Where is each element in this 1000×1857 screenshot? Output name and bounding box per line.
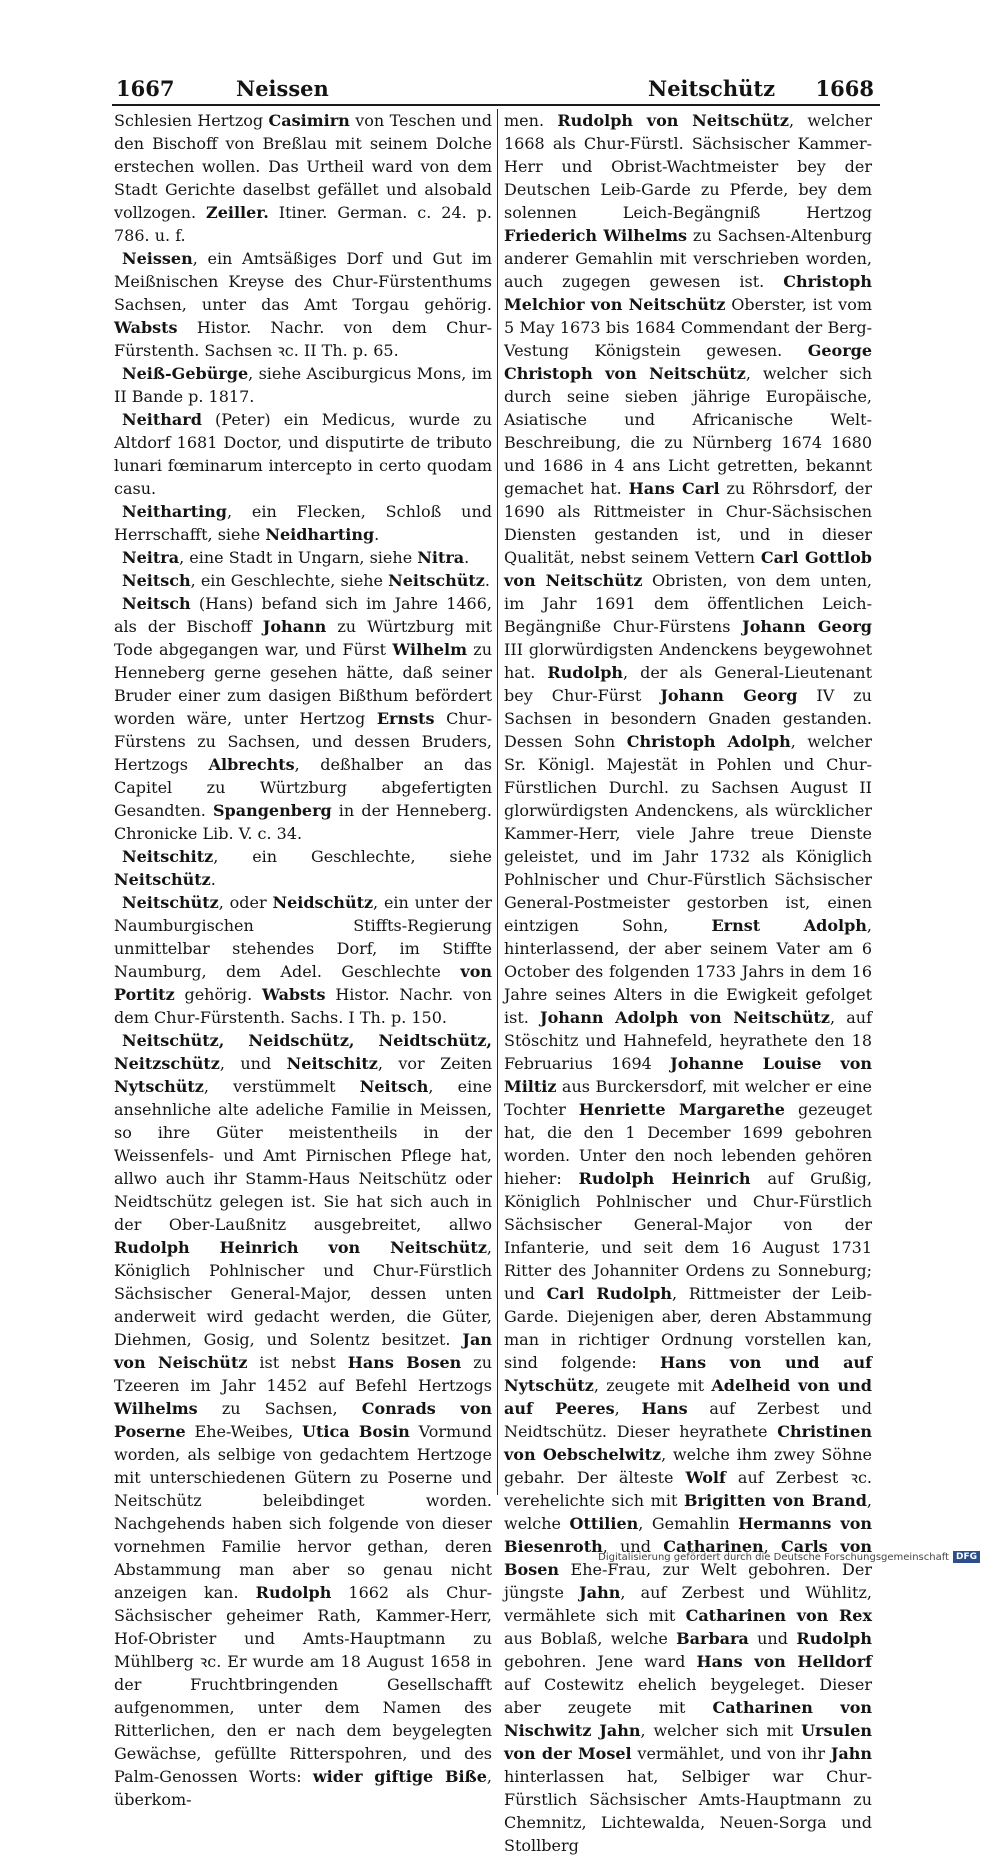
text-run: . [210, 870, 216, 889]
text-run: , welcher sich durch seine sieben jährige Europäische, Asiatische und Africanische Welt-Beschreibung, die zu Nürnberg 1674 1680 und 1686 in 4 ans Licht getretten, bekannt gemachet hat. [504, 364, 872, 498]
emphasized-name: von Portitz [114, 962, 492, 1004]
text-run: Ehe-Frau, zur Welt gebohren. Der jüngste [504, 1560, 872, 1602]
text-paragraph [114, 592, 492, 845]
emphasized-name: Johann Adolph von Neitschütz [540, 1008, 830, 1027]
emphasized-name: Neitra [122, 548, 180, 567]
emphasized-name: Wilhelms [114, 1399, 198, 1418]
text-run: Itiner. German. c. 24. p. 786. u. f. [114, 203, 492, 245]
text-paragraph [114, 500, 492, 546]
text-run: gebohren. Jene ward [504, 1652, 697, 1671]
text-paragraph [114, 247, 492, 362]
emphasized-name: Hans Bosen [347, 1353, 462, 1372]
text-run: , eine Stadt in Ungarn, siehe [179, 548, 418, 567]
emphasized-name: Friederich Wilhelms [504, 226, 688, 245]
emphasized-name: Rudolph [255, 1583, 332, 1602]
text-paragraph [114, 546, 492, 569]
text-run: III glorwürdigsten Andenckens beygewohnet hat. [504, 640, 872, 682]
text-run: Ehe-Weibes, [185, 1422, 303, 1441]
text-run: Histor. Nachr. von dem Chur-Fürstenth. Sachs. I Th. p. 150. [114, 985, 492, 1027]
emphasized-name: Neitschütz, Neidschütz, Neidtschütz, Neitzschütz [114, 1031, 492, 1073]
emphasized-name: Neitschütz [114, 870, 211, 889]
text-run: , und [219, 1054, 287, 1073]
text-run: . [464, 548, 470, 567]
text-run: auf Zerbest ꝛc. verehelichte sich mit [504, 1468, 872, 1510]
right-catchword: Neitschütz [648, 76, 776, 101]
emphasized-name: Neitsch [122, 571, 191, 590]
text-run: aus Boblaß, welche [504, 1629, 677, 1648]
emphasized-name: Christoph Melchior von Neitschütz [504, 272, 872, 314]
text-run: gezeuget hat, die den 1 December 1699 gebohren worden. Unter den noch lebenden gehören hieher: [504, 1100, 872, 1188]
emphasized-name: Wabsts [261, 985, 326, 1004]
emphasized-name: Johann Georg [742, 617, 872, 636]
text-run: , welcher Sr. Königl. Majestät in Pohlen und Chur-Fürstlichen Durchl. zu Sachsen August II glorwürdigsten Andenckens, als würcklicher Kammer-Herr, viele Jahre treue Dienste geleistet, und im Jahr 1732 als Königlich Pohlnischer und Chur-Fürstlich Sächsischer General-Postmeister gestorben ist, einen eintzigen Sohn, [504, 732, 872, 935]
emphasized-name: Neitschitz [122, 847, 214, 866]
emphasized-name: Jahn [599, 1721, 641, 1740]
emphasized-name: Nitra [417, 548, 465, 567]
text-run: vermählet, und von ihr [631, 1744, 831, 1763]
digitization-footer [598, 1550, 980, 1564]
emphasized-name: Neidschütz [272, 893, 374, 912]
text-run: , [763, 1537, 782, 1556]
text-paragraph [504, 109, 872, 1857]
emphasized-name: Jahn [579, 1583, 621, 1602]
emphasized-name: Carls von Bosen [504, 1537, 873, 1579]
text-run: zu Sachsen, [197, 1399, 362, 1418]
emphasized-name: Jan von Neischütz [114, 1330, 492, 1372]
dfg-logo: DFG [953, 1551, 980, 1563]
text-paragraph [114, 362, 492, 408]
emphasized-name: Christinen von Oebschelwitz [504, 1422, 872, 1464]
text-run: , welcher 1668 als Chur-Fürstl. Sächsischer Kammer-Herr und Obrist-Wachtmeister bey der Deutschen Leib-Garde zu Pferde, bey dem solennen Leich-Begängniß Hertzog [504, 111, 872, 222]
emphasized-name: Catharinen von Nischwitz [504, 1698, 872, 1740]
text-run: , oder [218, 893, 273, 912]
text-run: , [614, 1399, 642, 1418]
text-run: 1662 als Chur-Sächsischer geheimer Rath, Kammer-Herr, Hof-Obrister und Amts-Hauptmann zu Mühlberg ꝛc. Er wurde am 18 August 1658 in der Fruchtbringenden Gesellschafft aufgenommen, unter dem Namen des Ritterlichen, den er nach dem beygelegten Gewächse, gefüllte Ritterspohren, und des Palm-Genossen Worts: [114, 1583, 493, 1786]
text-run: zu Tzeeren im Jahr 1452 auf Befehl Hertzogs [114, 1353, 493, 1395]
emphasized-name: Neidharting [265, 525, 375, 544]
text-run: , zeugete mit [593, 1376, 712, 1395]
emphasized-name: Utica Bosin [302, 1422, 410, 1441]
text-run: auf Grußig, Königlich Pohlnischer und Chur-Fürstlich Sächsischer General-Major von der Infanterie, und seit dem 16 August 1731 Ritter des Johanniter Ordens zu Sonneburg; und [504, 1169, 872, 1303]
text-run: , ein Geschlechte, siehe [213, 847, 492, 866]
text-run: Oberster, ist vom 5 May 1673 bis 1684 Commendant der Berg-Vestung Königstein gewesen. [504, 295, 873, 360]
emphasized-name: Hans Carl [628, 479, 720, 498]
text-paragraph [114, 408, 492, 500]
footer-credit: Digitalisierung gefördert durch die Deutsche Forschungsgemeinschaft [598, 1551, 949, 1563]
emphasized-name: Ernsts [376, 709, 435, 728]
left-page-number: 1667 [116, 76, 175, 101]
text-run: , ein Amtsäßiges Dorf und Gut im Meißnischen Kreyse des Chur-Fürstenthums Sachsen, unter das Amt Torgau gehörig. [114, 249, 492, 314]
text-run: Obristen, von dem unten, im Jahr 1691 dem öffentlichen Leich-Begängniße Chur-Fürstens [504, 571, 872, 636]
text-run: (Peter) ein Medicus, wurde zu Altdorf 1681 Doctor, und disputirte de tributo lunari fœminarum intercepto in certo quodam casu. [114, 410, 492, 498]
text-run: auf Zerbest und Neidtschütz. Dieser heyrathete [504, 1399, 872, 1441]
text-run: men. [504, 111, 558, 130]
text-run: Schlesien Hertzog [114, 111, 269, 130]
emphasized-name: Neitschütz [122, 893, 219, 912]
emphasized-name: Wolf [685, 1468, 726, 1487]
emphasized-name: Wabsts [114, 318, 178, 337]
text-run: , ein unter der Naumburgischen Stiffts-Regierung unmittelbar stehendes Dorf, im Stiffte Naumburg, dem Adel. Geschlechte [114, 893, 492, 981]
emphasized-name: Neitschitz [286, 1054, 378, 1073]
text-run: auf Costewitz ehelich beygeleget. Dieser aber zeugete mit [504, 1675, 872, 1717]
emphasized-name: Nytschütz [114, 1077, 204, 1096]
emphasized-name: Hermanns von Biesenroth [504, 1514, 872, 1556]
emphasized-name: Johanne Louise von Miltiz [504, 1054, 872, 1096]
text-run: Vormund worden, als selbige von gedachtem Hertzoge mit unterschiedenen Gütern zu Poserne und Neitschütz beleibdinget worden. Nachgehends haben sich folgende von dieser vornehmen Familie hervor gethan, deren Abstammung man aber so genau nicht anzeigen kan. [114, 1422, 492, 1602]
emphasized-name: Hans von Helldorf [696, 1652, 873, 1671]
text-run: IV zu Sachsen in besondern Gnaden gestanden. Dessen Sohn [504, 686, 872, 751]
text-run: , eine ansehnliche alte adeliche Familie in Meissen, so ihre Güter meistentheils in der Weissenfels- und Amt Pirnischen Pflege hat, allwo auch ihr Stamm-Haus Neitschütz oder Neidtschütz gelegen ist. Sie hat sich auch in der Ober-Laußnitz ausgebreitet, allwo [114, 1077, 492, 1234]
column-divider [497, 109, 498, 1495]
text-run: zu Röhrsdorf, der 1690 als Rittmeister in Chur-Sächsischen Diensten gestanden ist, und in dieser Qualität, nebst seinem Vettern [504, 479, 872, 567]
emphasized-name: Jahn [830, 1744, 873, 1763]
page-header [112, 72, 880, 106]
emphasized-name: Rudolph [796, 1629, 872, 1648]
left-column [114, 109, 493, 1809]
text-run: hinterlassen hat, Selbiger war Chur-Fürstlich Sächsischer Amts-Hauptmann zu Chemnitz, Lichtewalda, Neuen-Sorga und Stollberg [504, 1767, 872, 1855]
text-paragraph [114, 1029, 492, 1811]
text-paragraph [114, 109, 492, 247]
text-run: von Teschen und den Bischoff von Breßlau mit seinem Dolche erstechen wollen. Das Urtheil ward von dem Stadt Gerichte daselbst gefället und alsobald vollzogen. [114, 111, 493, 222]
emphasized-name: Henriette Margarethe [578, 1100, 785, 1119]
emphasized-name: Hans von und auf Nytschütz [504, 1353, 872, 1395]
text-run: , auf Stöschitz und Hahnefeld, heyrathete den 18 Februarius 1694 [504, 1008, 873, 1073]
emphasized-name: Rudolph Heinrich von Neitschütz [114, 1238, 487, 1257]
text-run: aus Burckersdorf, mit welcher er eine Tochter [504, 1077, 872, 1119]
emphasized-name: Adelheid von und auf Peeres [504, 1376, 872, 1418]
emphasized-name: Rudolph [547, 663, 624, 682]
left-catchword: Neissen [236, 76, 329, 101]
text-run: , siehe Asciburgicus Mons, im II Bande p. 1817. [114, 364, 492, 406]
emphasized-name: Rudolph von Neitschütz [557, 111, 789, 130]
text-run: , deßhalber an das Capitel zu Würtzburg abgefertigten Gesandten. [114, 755, 492, 820]
text-run: , vor Zeiten [377, 1054, 493, 1073]
emphasized-name: Ursulen von der Mosel [504, 1721, 873, 1763]
text-paragraph [114, 891, 492, 1029]
text-run: , Rittmeister der Leib-Garde. Diejenigen aber, deren Abstammung man in richtiger Ordnung vorstellen kan, sind folgende: [504, 1284, 872, 1372]
emphasized-name: George Christoph von Neitschütz [504, 341, 872, 383]
emphasized-name: Carl Rudolph [546, 1284, 673, 1303]
emphasized-name: Casimirn [268, 111, 350, 130]
text-run: . [374, 525, 380, 544]
emphasized-name: Neitschütz [388, 571, 485, 590]
text-run: , der als General-Lieutenant bey Chur-Fürst [504, 663, 872, 705]
emphasized-name: Neitharting [122, 502, 227, 521]
text-run: , ein Flecken, Schloß und Herrschafft, siehe [114, 502, 492, 544]
text-run: , verstümmelt [203, 1077, 360, 1096]
text-run: und [748, 1629, 797, 1648]
text-run: gehörig. [174, 985, 262, 1004]
emphasized-name: Conrads von Poserne [114, 1399, 493, 1441]
emphasized-name: Rudolph Heinrich [578, 1169, 751, 1188]
text-run: , hinterlassend, der aber seinem Vater am 6 October des folgenden 1733 Jahrs in dem 16 Jahre seines Alters in die Ewigkeit gefolget ist. [504, 916, 872, 1027]
text-run: , auf Zerbest und Wühlitz, vermählete sich mit [504, 1583, 872, 1625]
text-run: , welcher sich mit [640, 1721, 802, 1740]
emphasized-name: Neitsch [359, 1077, 429, 1096]
emphasized-name: Albrechts [208, 755, 295, 774]
text-run: Histor. Nachr. von dem Chur-Fürstenth. Sachsen ꝛc. II Th. p. 65. [114, 318, 492, 360]
header-rule [112, 104, 880, 106]
emphasized-name: Neiß-Gebürge [122, 364, 249, 383]
emphasized-name: Neithard [122, 410, 202, 429]
text-run: . [484, 571, 490, 590]
emphasized-name: Zeiller. [206, 203, 269, 222]
text-run: ist nebst [247, 1353, 348, 1372]
emphasized-name: Ernst Adolph [711, 916, 867, 935]
emphasized-name: Catharinen von Rex [685, 1606, 873, 1625]
emphasized-name: Christoph Adolph [626, 732, 791, 751]
emphasized-name: Johann [262, 617, 327, 636]
text-run: , welche [504, 1491, 872, 1533]
emphasized-name: Catharinen [663, 1537, 764, 1556]
emphasized-name: Neissen [122, 249, 193, 268]
emphasized-name: Barbara [676, 1629, 749, 1648]
text-run: zu Würtzburg mit Tode abgegangen war, und Fürst [114, 617, 492, 659]
text-run: zu Henneberg gerne gesehen hätte, daß seiner Bruder einer zum dasigen Bißthum befördert worden wäre, unter Hertzog [114, 640, 492, 728]
text-paragraph [114, 845, 492, 891]
emphasized-name: Neitsch [122, 594, 191, 613]
text-run: , überkom- [114, 1767, 492, 1809]
right-page-number: 1668 [815, 76, 874, 101]
text-run: Chur-Fürstens zu Sachsen, und dessen Bruders, Hertzogs [114, 709, 492, 774]
emphasized-name: Carl Gottlob von Neitschütz [504, 548, 872, 590]
emphasized-name: Hans [641, 1399, 688, 1418]
emphasized-name: Johann Georg [660, 686, 798, 705]
text-run: , welche ihm zwey Söhne gebahr. Der älteste [504, 1445, 872, 1487]
text-run: (Hans) befand sich im Jahre 1466, als der Bischoff [114, 594, 492, 636]
text-run: , Gemahlin [638, 1514, 739, 1533]
emphasized-name: Spangenberg [212, 801, 332, 820]
emphasized-name: Brigitten von Brand [684, 1491, 867, 1510]
text-run: , und [602, 1537, 664, 1556]
emphasized-name: Ottilien [569, 1514, 639, 1533]
text-paragraph [114, 569, 492, 592]
text-run: zu Sachsen-Altenburg anderer Gemahlin mit verschrieben worden, auch zugegen gewesen ist. [504, 226, 872, 291]
emphasized-name: wider giftige Biße [312, 1767, 487, 1786]
text-run: in der Henneberg. Chronicke Lib. V. c. 34. [114, 801, 492, 843]
emphasized-name: Wilhelm [392, 640, 468, 659]
text-run: , ein Geschlechte, siehe [190, 571, 389, 590]
text-run: , Königlich Pohlnischer und Chur-Fürstlich Sächsischer General-Major, dessen unten anderweit wird gedacht werden, die Güter, Diehmen, Gosig, und Solentz besitzet. [114, 1238, 492, 1349]
